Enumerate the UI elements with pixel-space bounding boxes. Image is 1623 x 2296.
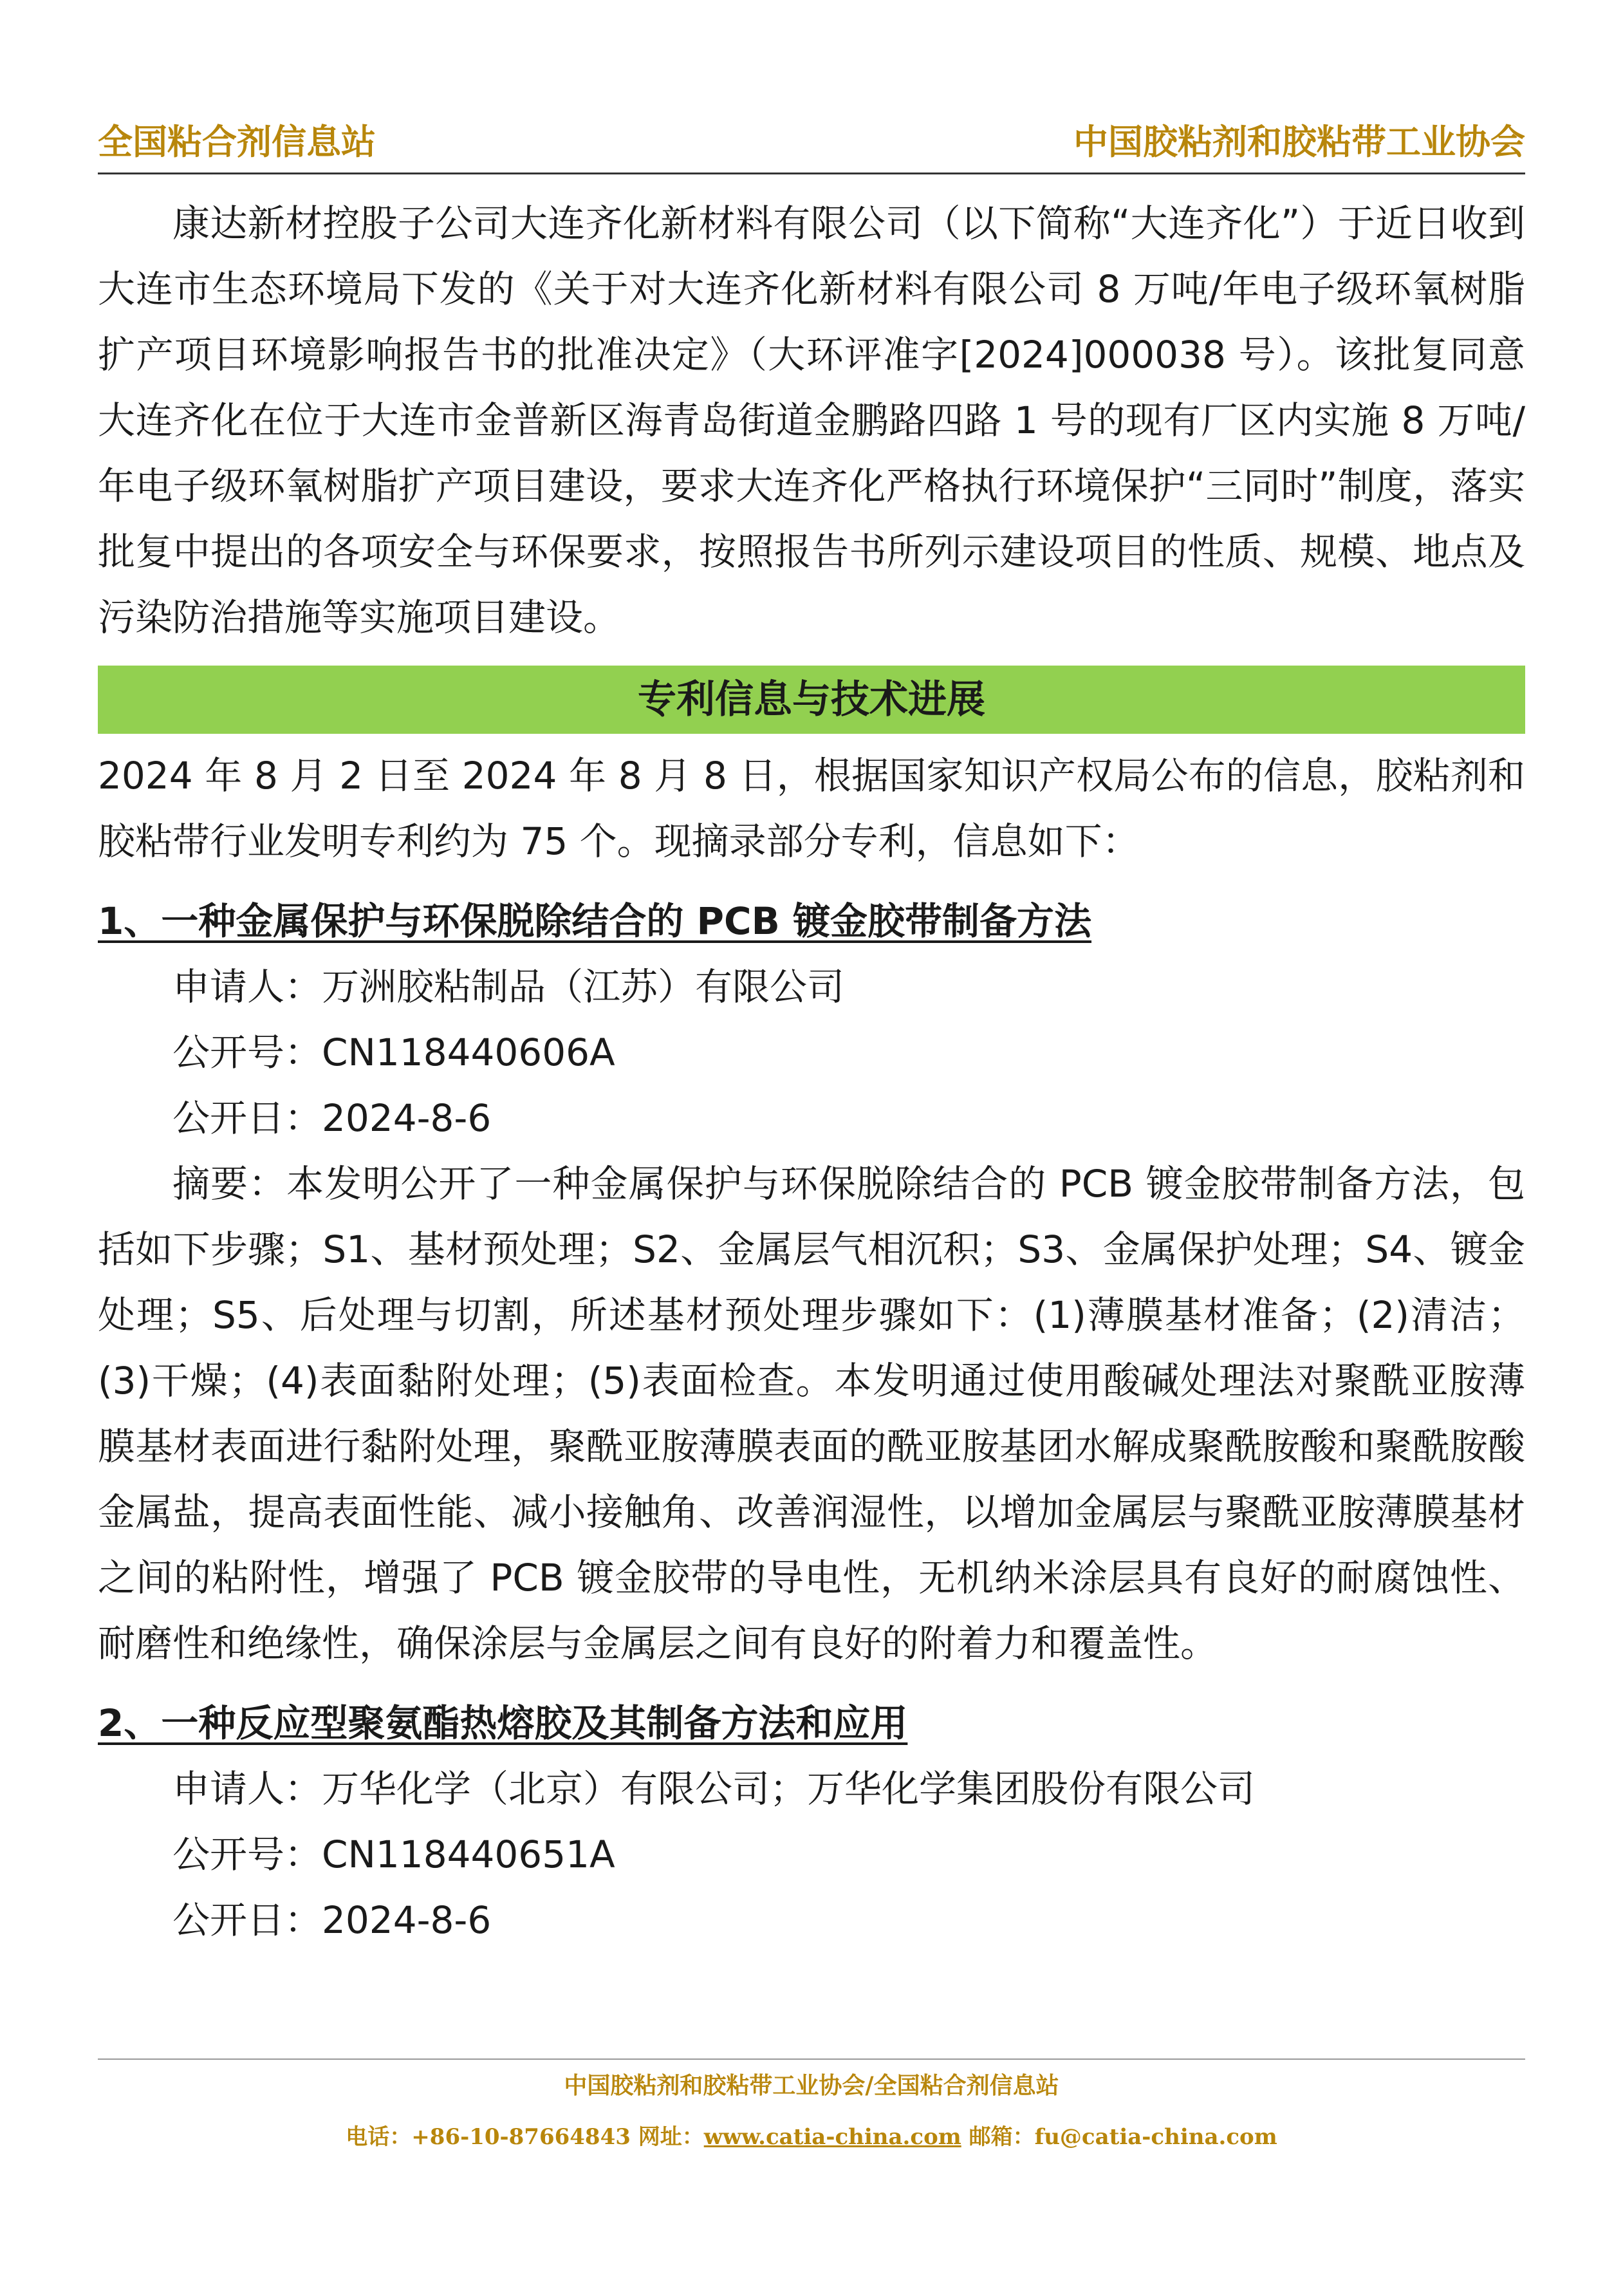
section-title-band [98,666,1525,734]
patent-abstract: 摘要：本发明公开了一种金属保护与环保脱除结合的 PCB 镀金胶带制备方法，包括如下步骤；S1、基材预处理；S2、金属层气相沉积；S3、金属保护处理；S4、镀金处理；S5、后处理与切割，所述基材预处理步骤如下：(1)薄膜基材准备；(2)清洁；(3)干燥；(4)表面黏附处理；(5)表面检查。本发明通过使用酸碱处理法对聚酰亚胺薄膜基材表面进行黏附处理，聚酰亚胺薄膜表面的酰亚胺基团水解成聚酰胺酸和聚酰胺酸金属盐，提高表面性能、减小接触角、改善润湿性，以增加金属层与聚酰亚胺薄膜基材之间的粘附性，增强了 PCB 镀金胶带的导电性，无机纳米涂层具有良好的耐腐蚀性、耐磨性和绝缘性，确保涂层与金属层之间有良好的附着力和覆盖性。 [98,1162,1525,1665]
footer-contact [0,2118,1623,2156]
footer-divider [98,2058,1525,2060]
patent-item-2 [98,1690,1525,1953]
news-paragraph: 康达新材控股子公司大连齐化新材料有限公司（以下简称“大连齐化”）于近日收到大连市生态环境局下发的《关于对大连齐化新材料有限公司 8 万吨/年电子级环氧树脂扩产项目环境影响报告书的批准决定》（大环评准字[2024]000038 号）。该批复同意大连齐化在位于大连市金普新区海青岛街道金鹏路四路 1 号的现有厂区内实施 8 万吨/年电子级环氧树脂扩产项目建设，要求大连齐化严格执行环境保护“三同时”制度，落实批复中提出的各项安全与环保要求，按照报告书所列示建设项目的性质、规模、地点及污染防治措施等实施项目建设。 [98,201,1525,639]
footer-organization: 中国胶粘剂和胶粘带工业协会/全国粘合剂信息站 [564,2072,1059,2099]
page-content [98,191,1525,1953]
section-intro: 2024 年 8 月 2 日至 2024 年 8 月 8 日，根据国家知识产权局公布的信息，胶粘剂和胶粘带行业发明专利约为 75 个。现摘录部分专利，信息如下： [98,754,1525,863]
footer-email: 邮箱：fu@catia-china.com [961,2124,1277,2150]
patent-publication-number: 公开号：CN118440606A [172,1031,615,1074]
footer-website-link[interactable]: www.catia-china.com [703,2124,961,2150]
patent-item-1 [98,888,1525,1676]
section-title: 专利信息与技术进展 [638,677,985,722]
patent-publication-date: 公开日：2024-8-6 [172,1096,492,1140]
patent-title: 1、一种金属保护与环保脱除结合的 PCB 镀金胶带制备方法 [98,899,1092,943]
header-association-name: 中国胶粘剂和胶粘带工业协会 [1073,122,1525,162]
patent-title: 2、一种反应型聚氨酯热熔胶及其制备方法和应用 [98,1701,908,1745]
patent-applicant: 申请人：万洲胶粘制品（江苏）有限公司 [172,965,845,1009]
header-site-name: 全国粘合剂信息站 [98,122,376,162]
patent-applicant: 申请人：万华化学（北京）有限公司；万华化学集团股份有限公司 [172,1767,1256,1811]
footer-phone: 电话：+86-10-87664843 网址： [346,2124,704,2150]
patent-publication-date: 公开日：2024-8-6 [172,1898,492,1942]
page-header [98,115,1525,174]
patent-publication-number: 公开号：CN118440651A [172,1833,615,1876]
